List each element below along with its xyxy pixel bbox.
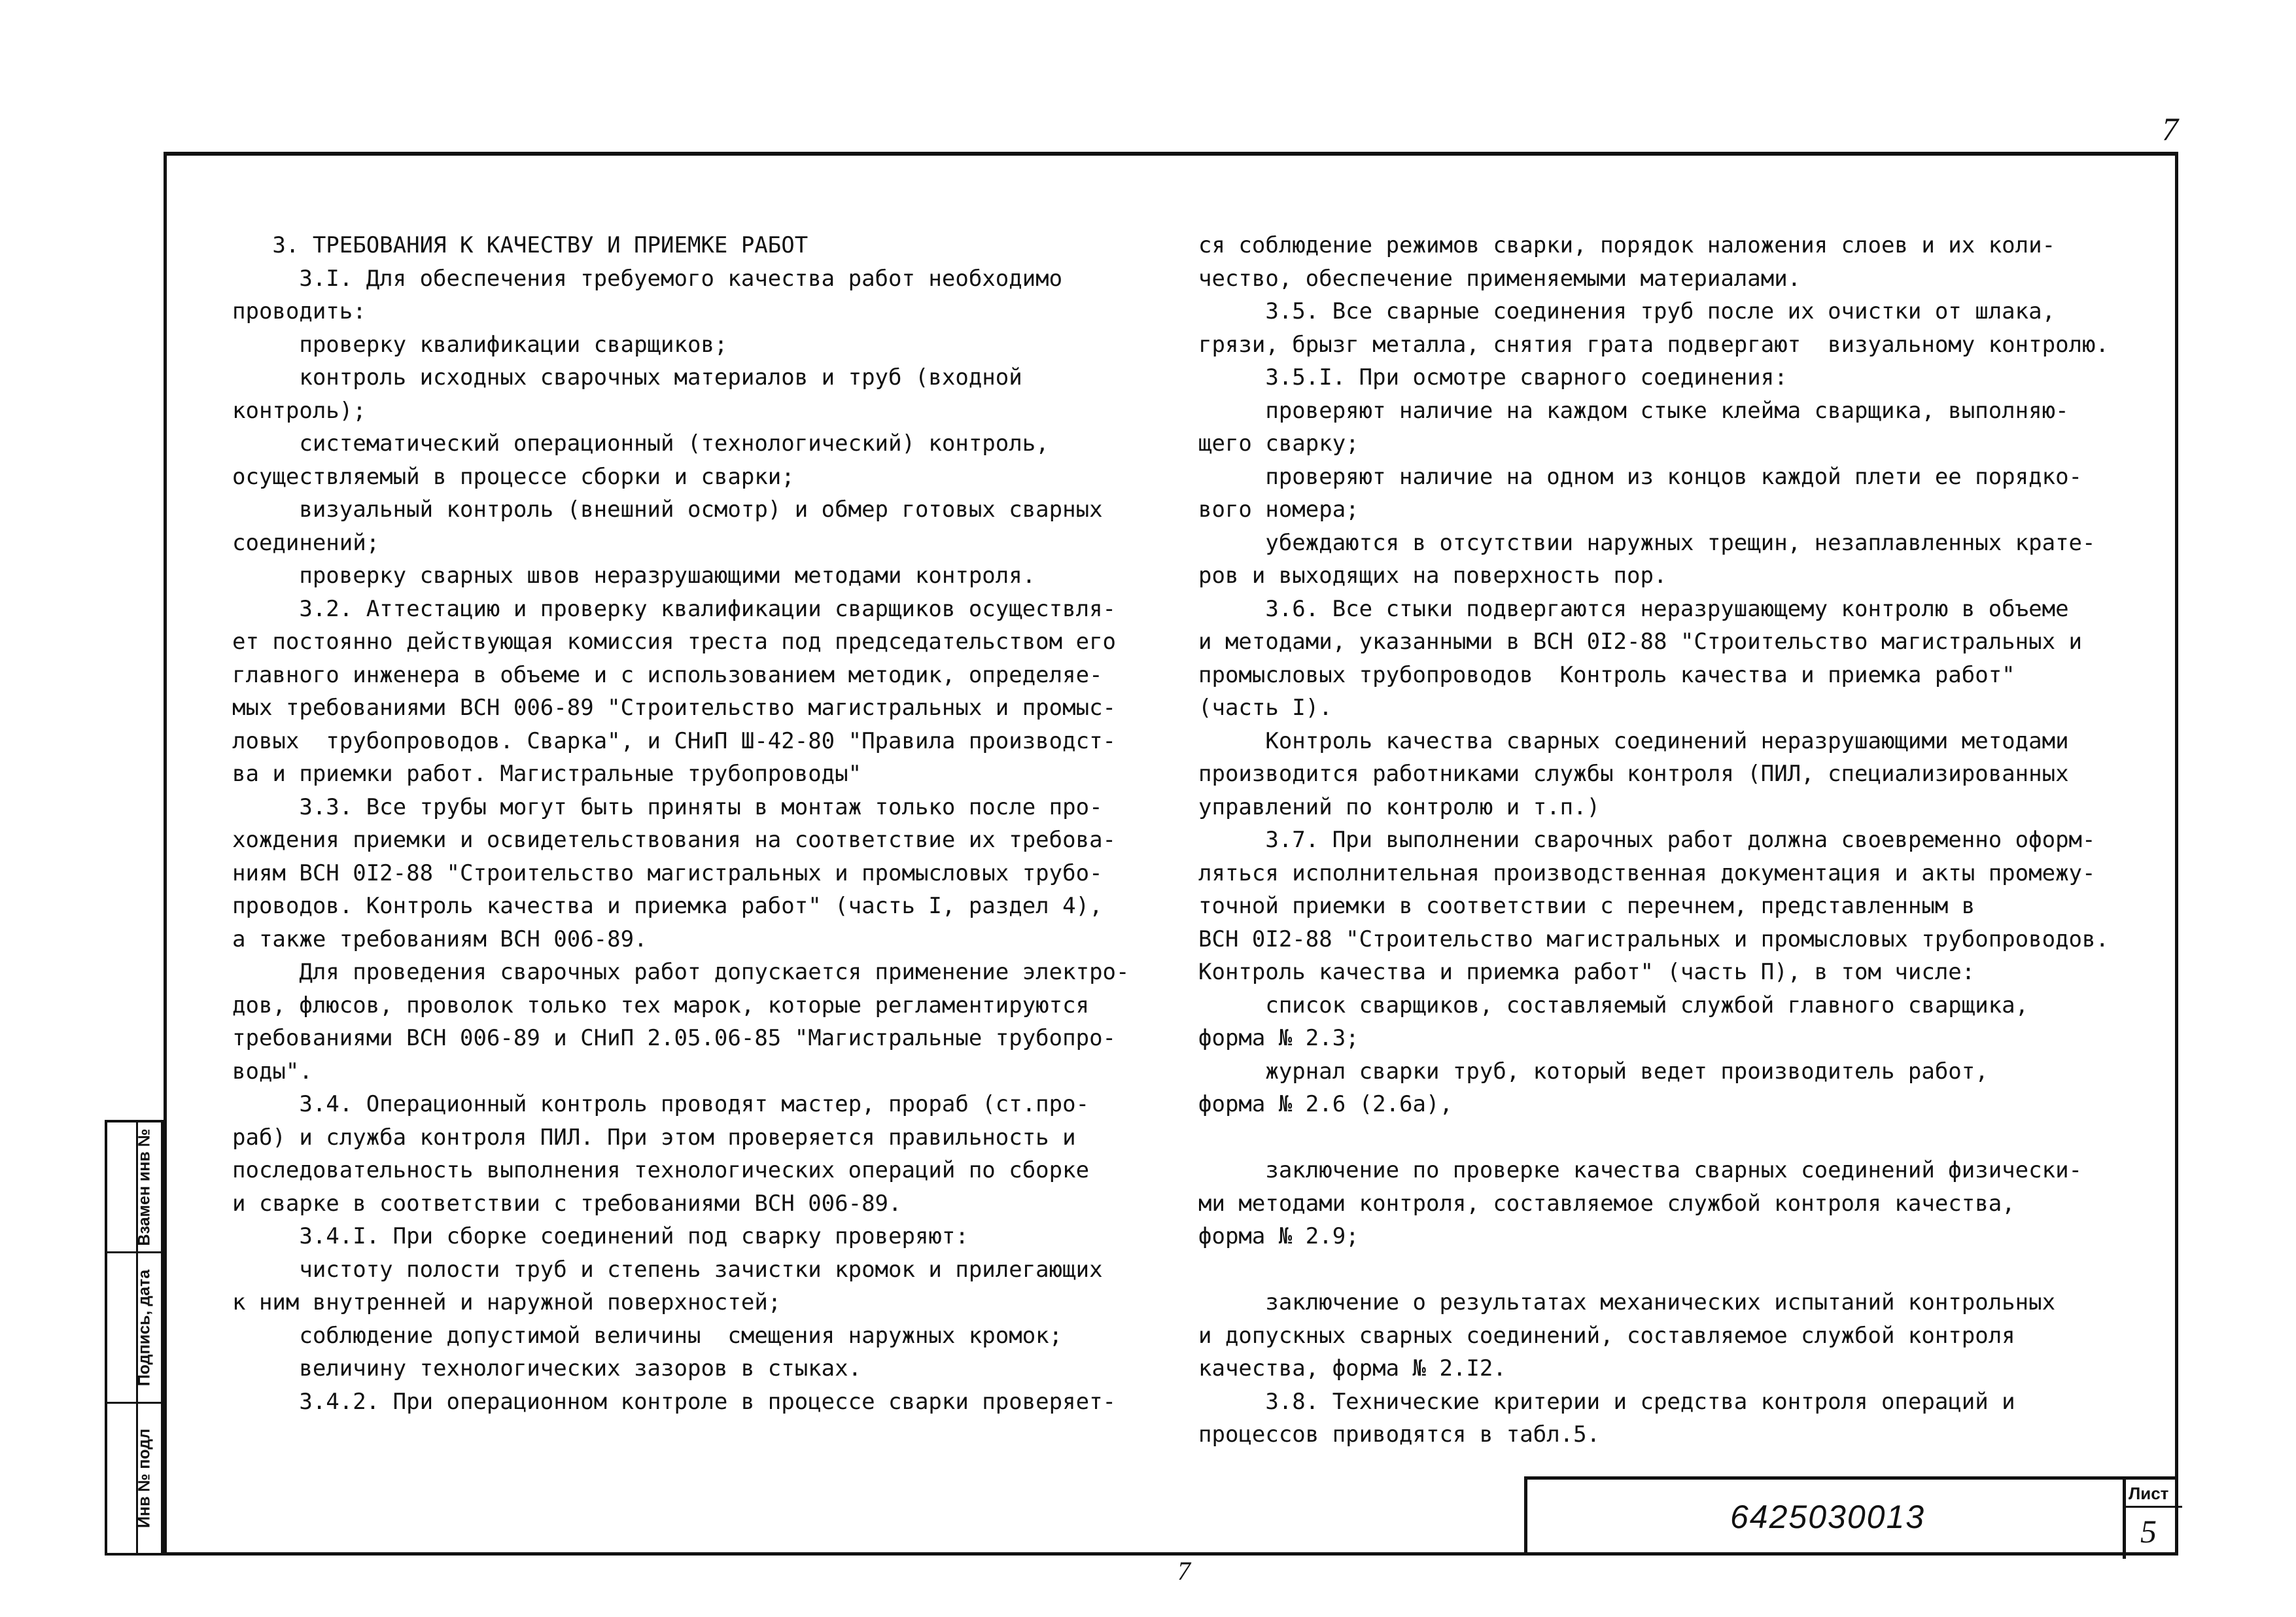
text-line: и сварке в соответствии с требованиями ВСН 006-89. [232,1190,902,1217]
text-line: величину технологических зазоров в стыках. [232,1355,862,1382]
text-line: 3.4. Операционный контроль проводят мастер, прораб (ст.про- [232,1091,1090,1117]
text-line: ми методами контроля, составляемое службой контроля качества, [1198,1190,2015,1217]
text-line: а также требованиям ВСН 006-89. [232,926,648,952]
text-line: вого номера; [1198,496,1359,523]
text-line: 3.6. Все стыки подвергаются неразрушающему контролю в объеме [1198,595,2069,622]
text-line: точной приемки в соответствии с перечнем, представленным в [1198,893,1975,919]
text-line: чество, обеспечение применяемыми материалами. [1198,265,1801,292]
text-line: 3.7. При выполнении сварочных работ должна своевременно оформ- [1198,827,2096,853]
text-line: (часть I). [1198,695,1332,721]
text-line: соблюдение допустимой величины смещения наружных кромок; [232,1322,1063,1349]
text-line: осуществляемый в процессе сборки и сварки; [232,463,795,490]
right-column-text [1198,229,2127,1452]
text-line: список сварщиков, составляемый службой главного сварщика, [1198,992,2029,1018]
text-line: ва и приемки работ. Магистральные трубопроводы" [232,761,862,787]
text-line: 3.2. Аттестацию и проверку квалификации сварщиков осуществля- [232,595,1117,622]
side-cell-signature-date [107,1253,161,1404]
text-line: ниям ВСН 0I2-88 "Строительство магистральных и промысловых трубо- [232,860,1103,886]
text-line: последовательность выполнения технологических операций по сборке [232,1157,1090,1183]
text-line: хождения приемки и освидетельствования на соответствие их требова- [232,827,1117,853]
sheet-box-divider [2126,1506,2182,1508]
text-line: 3.I. Для обеспечения требуемого качества работ необходимо [232,265,1063,292]
text-line: раб) и служба контроля ПИЛ. При этом проверяется правильность и [232,1124,1076,1151]
text-line: заключение о результатах механических испытаний контрольных [1198,1289,2056,1315]
text-line: воды". [232,1058,313,1085]
text-line: ся соблюдение режимов сварки, порядок наложения слоев и их коли- [1198,232,2056,258]
side-label-inv-no: Инв № подл [135,1429,154,1528]
left-column-text [232,229,1141,1418]
text-line [1198,1253,2127,1287]
text-line: производится работниками службы контроля (ПИЛ, специализированных [1198,761,2069,787]
text-line: проводить: [232,298,366,324]
side-label-replaced-inv: Взамен инв № [135,1128,154,1246]
text-line: щего сварку; [1198,430,1359,457]
text-line: главного инженера в объеме и с использованием методик, определяе- [232,661,1103,688]
text-line: 3.4.I. При сборке соединений под сварку проверяют: [232,1223,969,1249]
text-line: грязи, брызг металла, снятия грата подвергают визуальному контролю. [1198,331,2109,358]
sheet-box [2123,1480,2182,1559]
text-line: систематический операционный (технологический) контроль, [232,430,1049,457]
text-line [1198,1121,2127,1155]
text-line: Контроль качества сварных соединений неразрушающими методами [1198,727,2069,754]
text-line: промысловых трубопроводов Контроль качества и приемка работ" [1198,661,2015,688]
text-line: ров и выходящих на поверхность пор. [1198,563,1667,589]
title-block-stamp [1524,1476,2178,1556]
document-code: 6425030013 [1730,1499,1926,1535]
text-line: форма № 2.3; [1198,1025,1359,1051]
text-line: проверку сварных швов неразрушающими методами контроля. [232,563,1036,589]
side-cell-replaced-inv [107,1122,161,1253]
text-line: форма № 2.6 (2.6а), [1198,1091,1453,1117]
text-line: 3.3. Все трубы могут быть приняты в монтаж только после про- [232,793,1103,820]
text-line: 3.5.I. При осмотре сварного соединения: [1198,364,1788,391]
text-line: ловых трубопроводов. Сварка", и СНиП Ш-42-80 "Правила производст- [232,727,1117,754]
text-line: процессов приводятся в табл.5. [1198,1421,1601,1448]
sheet-number: 5 [2140,1513,2157,1550]
text-line: 3.8. Технические критерии и средства контроля операций и [1198,1388,2015,1415]
text-line: заключение по проверке качества сварных соединений физически- [1198,1157,2083,1183]
text-line: к ним внутренней и наружной поверхностей; [232,1289,782,1315]
page-number-top: 7 [2162,111,2178,147]
side-cell-inv-no [107,1404,161,1553]
text-line: 3.4.2. При операционном контроле в процессе сварки проверяет- [232,1388,1117,1415]
text-line: Контроль качества и приемка работ" (часть П), в том числе: [1198,959,1975,985]
text-line: контроль исходных сварочных материалов и труб (входной [232,364,1022,391]
text-line: и методами, указанными в ВСН 0I2-88 "Строительство магистральных и [1198,629,2083,655]
text-line: дов, флюсов, проволок только тех марок, которые регламентируются [232,992,1090,1018]
page-number-bottom: 7 [1177,1556,1191,1586]
side-stamp-strip [105,1120,164,1556]
text-line: ВСН 0I2-88 "Строительство магистральных и промысловых трубопроводов. [1198,926,2109,952]
text-line: проверку квалификации сварщиков; [232,331,728,358]
text-line: проводов. Контроль качества и приемка работ" (часть I, раздел 4), [232,893,1103,919]
text-line: визуальный контроль (внешний осмотр) и обмер готовых сварных [232,496,1103,523]
text-line: и допускных сварных соединений, составляемое службой контроля [1198,1322,2015,1349]
text-line: ет постоянно действующая комиссия треста под председательством его [232,629,1117,655]
text-line: управлений по контролю и т.п.) [1198,793,1601,820]
sheet-label: Лист [2129,1484,2169,1503]
text-line: журнал сварки труб, который ведет производитель работ, [1198,1058,1989,1085]
text-line: Для проведения сварочных работ допускается применение электро- [232,959,1130,985]
text-line: 3. ТРЕБОВАНИЯ К КАЧЕСТВУ И ПРИЕМКЕ РАБОТ [232,232,809,258]
text-line: проверяют наличие на каждом стыке клейма сварщика, выполняю- [1198,397,2069,424]
side-label-signature-date: Подпись, дата [135,1269,154,1386]
text-line: форма № 2.9; [1198,1223,1359,1249]
text-line: качества, форма № 2.I2. [1198,1355,1506,1382]
text-line: чистоту полости труб и степень зачистки кромок и прилегающих [232,1256,1103,1283]
text-line: убеждаются в отсутствии наружных трещин, незаплавленных крате- [1198,529,2096,556]
text-line: 3.5. Все сварные соединения труб после их очистки от шлака, [1198,298,2056,324]
text-line: ляться исполнительная производственная документация и акты промежу- [1198,860,2096,886]
text-line: проверяют наличие на одном из концов каждой плети ее порядко- [1198,463,2083,490]
text-line: мых требованиями ВСН 006-89 "Строительство магистральных и промыс- [232,695,1117,721]
text-line: требованиями ВСН 006-89 и СНиП 2.05.06-85 "Магистральные трубопро- [232,1025,1117,1051]
text-line: контроль); [232,397,366,424]
text-line: соединений; [232,529,380,556]
